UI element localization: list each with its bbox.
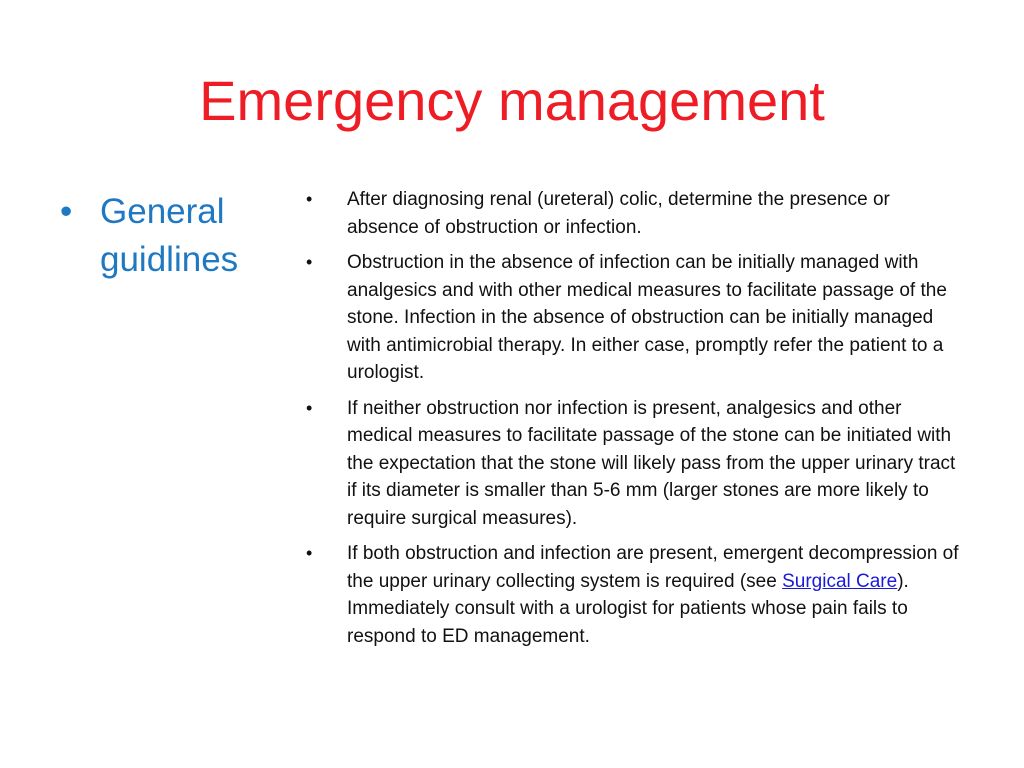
bullet-text-before-link: If both obstruction and infection are present, emergent decompression of the upper urinary collecting system is required (see <box>347 543 959 592</box>
bullet-item-4 <box>306 540 966 650</box>
slide-title: Emergency management <box>199 69 825 132</box>
bullet-item-3 <box>306 395 966 533</box>
bullet-item-2 <box>306 249 966 387</box>
left-bullet-text: General guidlines <box>100 192 239 279</box>
bullet-icon: • <box>306 397 313 418</box>
right-bullet-list <box>306 186 966 658</box>
bullet-text: Obstruction in the absence of infection can be initially managed with analgesics and with other medical measures to facilitate passage of the stone. Infection in the absence of obstruction can be initially managed with antimicrobial therapy. In either case, promptly refer the patient to a urologist. <box>347 252 947 383</box>
surgical-care-link[interactable]: Surgical Care <box>782 570 898 592</box>
bullet-icon: • <box>60 192 73 231</box>
bullet-icon: • <box>306 189 313 209</box>
left-bullet-item <box>60 188 270 284</box>
bullet-icon: • <box>306 543 313 563</box>
bullet-text: After diagnosing renal (ureteral) colic, determine the presence or absence of obstruction or infection. <box>347 189 890 238</box>
bullet-text: If neither obstruction nor infection is present, analgesics and other medical measures to facilitate passage of the stone can be initiated with the expectation that the stone will likely pass from the upper urinary tract if its diameter is smaller than 5-6 mm (larger stones are more likely to require surgical measures). <box>347 397 956 529</box>
bullet-text-after-link: ). Immediately consult with a urologist for patients whose pain fails to respond to ED management. <box>347 570 909 647</box>
left-bullet-list <box>60 188 270 284</box>
bullet-icon: • <box>306 252 313 272</box>
bullet-item-1 <box>306 186 966 241</box>
